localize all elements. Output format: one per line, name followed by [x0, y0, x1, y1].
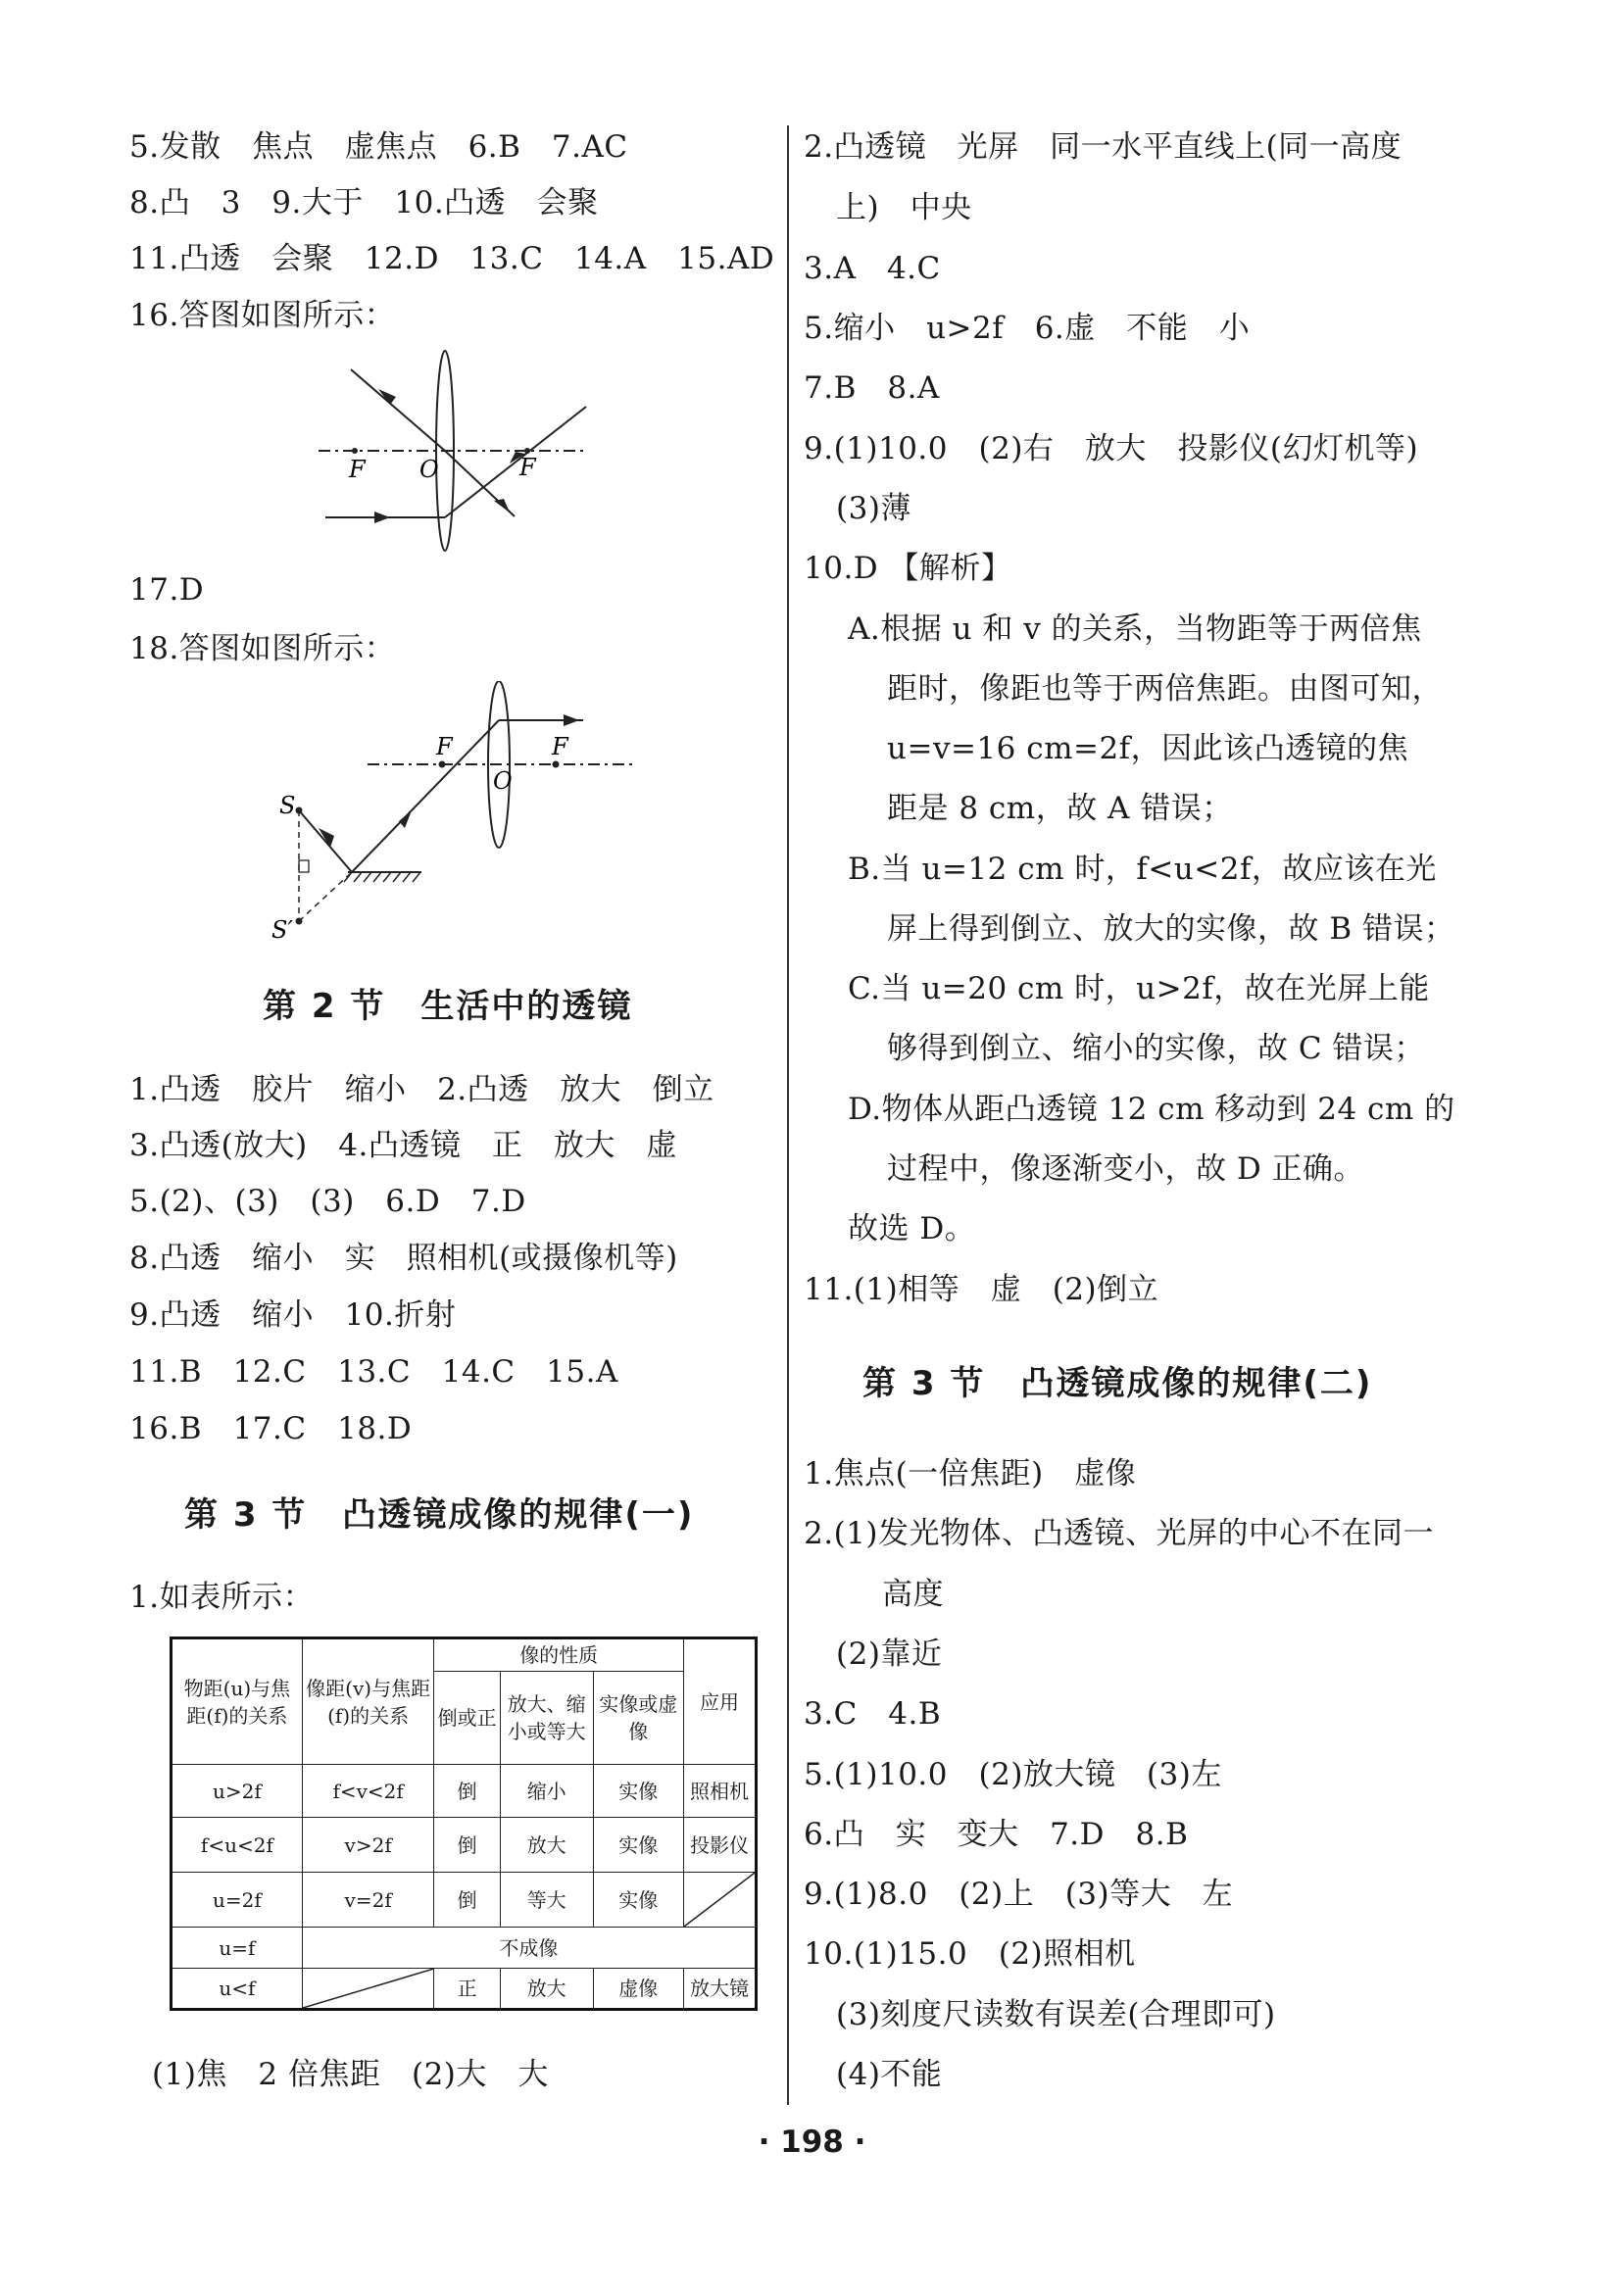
answer-line: 10.D 【解析】 — [804, 551, 1012, 586]
optical-center-label: O — [419, 456, 439, 483]
table-cell: v=2f — [302, 1873, 434, 1928]
answer-line: (4)不能 — [836, 2057, 943, 2092]
answer-line: 2.凸透镜 光屏 同一水平直线上(同一高度 — [804, 129, 1403, 165]
answer-line: (3)薄 — [836, 491, 911, 526]
analysis-line: 故选 D。 — [848, 1211, 976, 1246]
arrow-icon — [319, 828, 334, 848]
image-point — [296, 918, 303, 925]
table-row — [172, 1928, 757, 1969]
reflected-ray — [352, 720, 499, 872]
table-row — [172, 1873, 757, 1928]
table-cell: 虚像 — [593, 1969, 683, 2010]
figure-16-ray-diagram — [314, 348, 598, 559]
refracted-ray-2 — [445, 407, 586, 517]
table-cell: 放大 — [500, 1818, 593, 1873]
table-cell: 等大 — [500, 1873, 593, 1928]
answer-line: 6.凸 实 变大 7.D 8.B — [804, 1817, 1189, 1852]
answer-line: 16.B 17.C 18.D — [129, 1411, 413, 1446]
focal-label: F — [436, 733, 453, 760]
table-row — [172, 1818, 757, 1873]
table-cell: u=2f — [172, 1873, 303, 1928]
focal-point — [439, 761, 446, 768]
answer-line: 3.A 4.C — [804, 251, 941, 286]
analysis-line: 距是 8 cm，故 A 错误； — [887, 791, 1233, 826]
mirror-hatch — [344, 872, 420, 882]
table-cell: u<f — [172, 1969, 303, 2010]
section-title: 第 2 节 生活中的透镜 — [263, 987, 633, 1026]
table-cell: f<u<2f — [172, 1818, 303, 1873]
answer-line: 上) 中央 — [836, 190, 972, 225]
table-cell: 实像 — [593, 1765, 683, 1818]
incident-ray-1 — [351, 369, 445, 451]
answer-line: (3)刻度尺读数有误差(合理即可) — [836, 1997, 1276, 2032]
answer-line: 1.如表所示： — [129, 1580, 315, 1615]
analysis-line: 够得到倒立、缩小的实像，故 C 错误； — [887, 1031, 1425, 1066]
analysis-line: u=v=16 cm=2f，因此该凸透镜的焦 — [887, 731, 1409, 766]
analysis-line: 屏上得到倒立、放大的实像，故 B 错误； — [887, 911, 1455, 947]
focal-point — [553, 761, 560, 768]
answer-line: 1.焦点(一倍焦距) 虚像 — [804, 1456, 1137, 1491]
incident-ray — [299, 810, 352, 872]
arrow-icon — [399, 810, 412, 828]
source-point — [296, 807, 303, 814]
table-header: 像的性质 — [434, 1638, 683, 1672]
image-label: S′ — [271, 916, 293, 944]
table-cell: 倒 — [434, 1873, 500, 1928]
table-cell: f<v<2f — [302, 1765, 434, 1818]
answer-line: 8.凸 3 9.大于 10.凸透 会聚 — [129, 185, 599, 220]
table-cell-empty — [683, 1873, 756, 1928]
table-header: 应用 — [683, 1638, 756, 1765]
answer-line: 5.(2)、(3) (3) 6.D 7.D — [129, 1184, 526, 1219]
answer-line: 3.凸透(放大) 4.凸透镜 正 放大 虚 — [129, 1128, 677, 1163]
answer-line: 11.(1)相等 虚 (2)倒立 — [804, 1272, 1159, 1307]
table-cell: 投影仪 — [683, 1818, 756, 1873]
arrow-icon — [374, 512, 390, 523]
analysis-line: 过程中，像逐渐变小，故 D 正确。 — [887, 1151, 1365, 1187]
answer-line: 8.凸透 缩小 实 照相机(或摄像机等) — [129, 1241, 678, 1276]
table-cell: 照相机 — [683, 1765, 756, 1818]
analysis-line: B.当 u=12 cm 时，f<u<2f，故应该在光 — [848, 852, 1437, 887]
optical-center-label: O — [493, 767, 513, 795]
page-number: · 198 · — [758, 2125, 866, 2160]
table-row — [172, 1969, 757, 2010]
source-label: S — [279, 792, 296, 819]
answer-line: 2.(1)发光物体、凸透镜、光屏的中心不在同一 — [804, 1516, 1434, 1551]
table-cell: 放大 — [500, 1969, 593, 2010]
analysis-line: 距时，像距也等于两倍焦距。由图可知， — [887, 671, 1443, 707]
analysis-line: A.根据 u 和 v 的关系，当物距等于两倍焦 — [848, 611, 1422, 647]
table-header: 倒或正 — [434, 1672, 500, 1765]
table-cell: 倒 — [434, 1765, 500, 1818]
answer-line: 11.凸透 会聚 12.D 13.C 14.A 15.AD — [129, 241, 775, 276]
virtual-ray-dashed — [299, 872, 352, 921]
focal-label: F — [552, 733, 568, 760]
table-cell: 不成像 — [302, 1928, 756, 1969]
analysis-line: D.物体从距凸透镜 12 cm 移动到 24 cm 的 — [848, 1092, 1455, 1127]
answer-line: 17.D — [129, 572, 205, 608]
section-title: 第 3 节 凸透镜成像的规律(一) — [184, 1495, 695, 1535]
table-cell: 实像 — [593, 1818, 683, 1873]
answer-line: 3.C 4.B — [804, 1696, 942, 1732]
answer-line: (1)焦 2 倍焦距 (2)大 大 — [152, 2057, 549, 2092]
table-cell: 正 — [434, 1969, 500, 2010]
arrow-icon — [494, 499, 510, 513]
answer-line: (2)靠近 — [836, 1637, 943, 1672]
right-angle-mark — [299, 860, 309, 872]
focal-label: F — [349, 456, 366, 483]
table-cell: 放大镜 — [683, 1969, 756, 2010]
table-cell: 倒 — [434, 1818, 500, 1873]
section-title: 第 3 节 凸透镜成像的规律(二) — [862, 1364, 1373, 1403]
focal-point — [352, 448, 358, 454]
figure-18-ray-diagram — [270, 681, 642, 951]
table-row — [172, 1765, 757, 1818]
imaging-rules-table — [170, 1637, 758, 2011]
answer-line: 5.缩小 u>2f 6.虚 不能 小 — [804, 311, 1251, 346]
arrow-icon — [564, 714, 579, 726]
answer-line: 7.B 8.A — [804, 370, 940, 406]
table-header: 实像或虚像 — [593, 1672, 683, 1765]
analysis-line: C.当 u=20 cm 时，u>2f，故在光屏上能 — [848, 971, 1430, 1006]
table-cell: 实像 — [593, 1873, 683, 1928]
answer-line: 11.B 12.C 13.C 14.C 15.A — [129, 1354, 618, 1390]
table-header: 物距(u)与焦距(f)的关系 — [172, 1638, 303, 1765]
answer-line: 5.(1)10.0 (2)放大镜 (3)左 — [804, 1757, 1222, 1792]
table-cell: u=f — [172, 1928, 303, 1969]
answer-line: 18.答图如图所示： — [129, 631, 396, 666]
answer-line: 16.答图如图所示： — [129, 298, 396, 333]
table-cell-empty — [302, 1969, 434, 2010]
column-divider — [787, 125, 789, 2105]
table-cell: 缩小 — [500, 1765, 593, 1818]
table-cell: u>2f — [172, 1765, 303, 1818]
answer-line: 9.凸透 缩小 10.折射 — [129, 1297, 457, 1333]
answer-line: 9.(1)10.0 (2)右 放大 投影仪(幻灯机等) — [804, 431, 1419, 466]
table-header: 像距(v)与焦距(f)的关系 — [302, 1638, 434, 1765]
table-header: 放大、缩小或等大 — [500, 1672, 593, 1765]
answer-line: 9.(1)8.0 (2)上 (3)等大 左 — [804, 1877, 1234, 1912]
arrow-icon — [378, 389, 396, 405]
answer-line: 高度 — [882, 1577, 944, 1612]
answer-line: 10.(1)15.0 (2)照相机 — [804, 1936, 1136, 1972]
answer-line: 5.发散 焦点 虚焦点 6.B 7.AC — [129, 129, 628, 165]
table-cell: v>2f — [302, 1818, 434, 1873]
answer-line: 1.凸透 胶片 缩小 2.凸透 放大 倒立 — [129, 1072, 714, 1107]
focal-label: F — [519, 454, 536, 481]
